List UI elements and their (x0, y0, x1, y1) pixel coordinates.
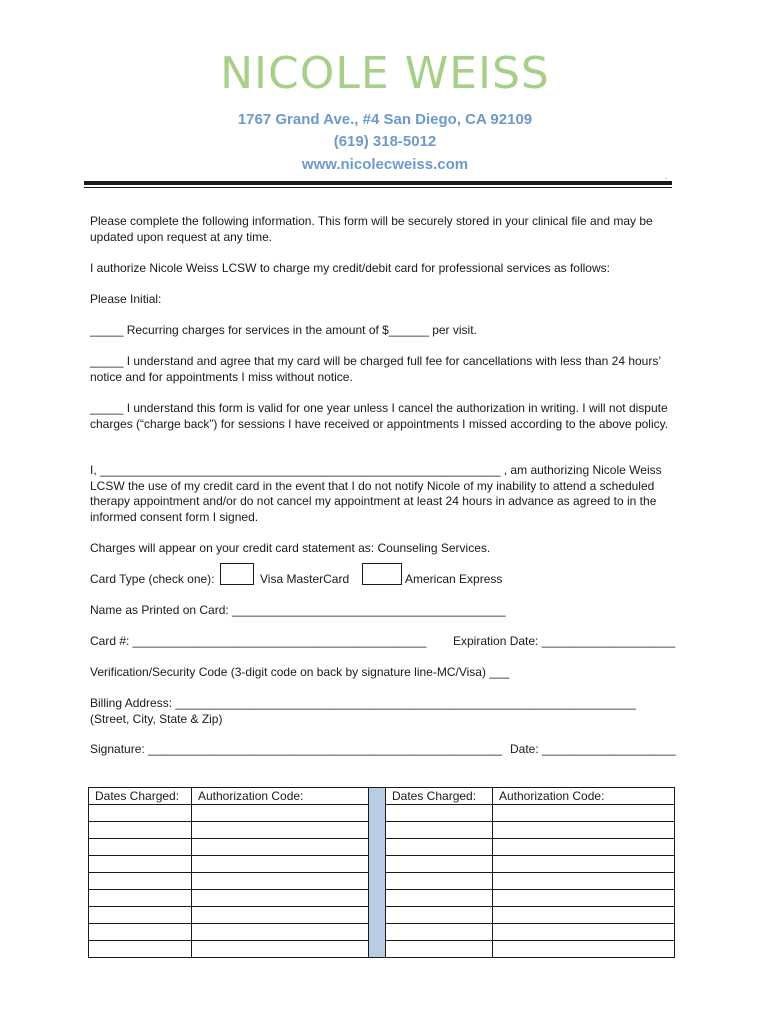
initial-cancellation-fee[interactable]: _____ I understand and agree that my card will be charged full fee for cancellations with less than 24 hours’ notice and for appointments I miss without notice. (90, 354, 661, 384)
charge-entry-cell[interactable] (386, 941, 493, 958)
charge-entry-cell[interactable] (386, 907, 493, 924)
charge-entry-cell[interactable] (89, 941, 192, 958)
please-initial-label: Please Initial: (90, 292, 162, 306)
charge-entry-cell[interactable] (192, 907, 369, 924)
expiration-date-field[interactable]: Expiration Date: ____________________ (453, 634, 676, 648)
charge-entry-cell[interactable] (386, 890, 493, 907)
charge-entry-cell[interactable] (89, 873, 192, 890)
charge-entry-cell[interactable] (89, 805, 192, 822)
initial-recurring-charges[interactable]: _____ Recurring charges for services in the amount of $______ per visit. (90, 323, 477, 337)
header-authorization-code-right: Authorization Code: (493, 788, 675, 805)
date-field[interactable]: Date: ____________________ (510, 742, 676, 756)
signature-field[interactable]: Signature: _____________________________________________________ (90, 742, 502, 756)
charge-entry-cell[interactable] (89, 822, 192, 839)
consent-paragraph[interactable]: I, ____________________________________________________________ , am authorizing Nicole Weiss LCSW the use of my credit card in the event that I do not notify Nicole of my inability to attend a scheduled therapy appointment and/or do not cancel my appointment at least 24 hours in advance as agreed to in the informed consent form I signed. (90, 463, 662, 524)
billing-address-field[interactable]: Billing Address: _____________________________________________________________________ (90, 696, 636, 710)
table-separator-column (369, 788, 386, 958)
header-authorization-code-left: Authorization Code: (192, 788, 369, 805)
intro-paragraph: Please complete the following information. This form will be securely stored in your clinical file and may be updated upon request at any time. (90, 214, 653, 244)
charges-statement-note: Charges will appear on your credit card statement as: Counseling Services. (90, 541, 491, 555)
charge-entry-cell[interactable] (493, 941, 675, 958)
charge-entry-cell[interactable] (493, 890, 675, 907)
charge-entry-cell[interactable] (386, 805, 493, 822)
website-link[interactable]: www.nicolecweiss.com (301, 156, 469, 173)
charge-entry-cell[interactable] (493, 856, 675, 873)
charges-table-header-row (89, 788, 675, 805)
charge-entry-cell[interactable] (386, 822, 493, 839)
authorize-paragraph: I authorize Nicole Weiss LCSW to charge my credit/debit card for professional services as follows: (90, 261, 610, 275)
header-dates-charged-right: Dates Charged: (386, 788, 493, 805)
card-type-label: Card Type (check one): (90, 572, 215, 586)
visa-mastercard-checkbox[interactable] (220, 563, 254, 585)
charge-entry-cell[interactable] (192, 822, 369, 839)
charge-entry-cell[interactable] (89, 890, 192, 907)
visa-mastercard-label: Visa MasterCard (260, 572, 350, 586)
charge-entry-cell[interactable] (493, 924, 675, 941)
charge-entry-cell[interactable] (493, 873, 675, 890)
header-rule-thick (84, 181, 672, 185)
header-rule-thin (84, 187, 672, 188)
charge-entry-cell[interactable] (192, 941, 369, 958)
charge-entry-cell[interactable] (493, 839, 675, 856)
charge-entry-cell[interactable] (493, 822, 675, 839)
charge-entry-cell[interactable] (386, 924, 493, 941)
charges-table (88, 787, 675, 958)
charge-entry-cell[interactable] (386, 839, 493, 856)
charge-entry-cell[interactable] (493, 805, 675, 822)
charge-entry-cell[interactable] (89, 839, 192, 856)
card-number-field[interactable]: Card #: ____________________________________________ (90, 634, 427, 648)
charge-entry-cell[interactable] (493, 907, 675, 924)
header-tick: . (665, 172, 668, 181)
charge-entry-cell[interactable] (89, 856, 192, 873)
charge-entry-cell[interactable] (192, 856, 369, 873)
charge-entry-cell[interactable] (89, 907, 192, 924)
charge-entry-cell[interactable] (89, 924, 192, 941)
charge-entry-cell[interactable] (192, 839, 369, 856)
charge-entry-cell[interactable] (192, 805, 369, 822)
logo-wordmark: NICOLE WEISS (220, 48, 550, 99)
american-express-label: American Express (405, 572, 503, 586)
charge-entry-cell[interactable] (386, 856, 493, 873)
header-dates-charged-left: Dates Charged: (89, 788, 192, 805)
billing-address-hint: (Street, City, State & Zip) (90, 712, 223, 726)
security-code-field[interactable]: Verification/Security Code (3-digit code on back by signature line-MC/Visa) ___ (90, 665, 510, 679)
charge-entry-cell[interactable] (192, 873, 369, 890)
initial-validity-terms[interactable]: _____ I understand this form is valid for one year unless I cancel the authorization in writing. I will not dispute charges (“charge back”) for sessions I have received or appointments I missed according to the above policy. (90, 401, 669, 431)
american-express-checkbox[interactable] (362, 563, 402, 585)
charge-entry-cell[interactable] (386, 873, 493, 890)
charge-entry-cell[interactable] (192, 924, 369, 941)
charge-entry-cell[interactable] (192, 890, 369, 907)
address-line: 1767 Grand Ave., #4 San Diego, CA 92109 (237, 111, 533, 128)
name-on-card-field[interactable]: Name as Printed on Card: _________________________________________ (90, 603, 506, 617)
phone-line: (619) 318-5012 (333, 133, 437, 150)
